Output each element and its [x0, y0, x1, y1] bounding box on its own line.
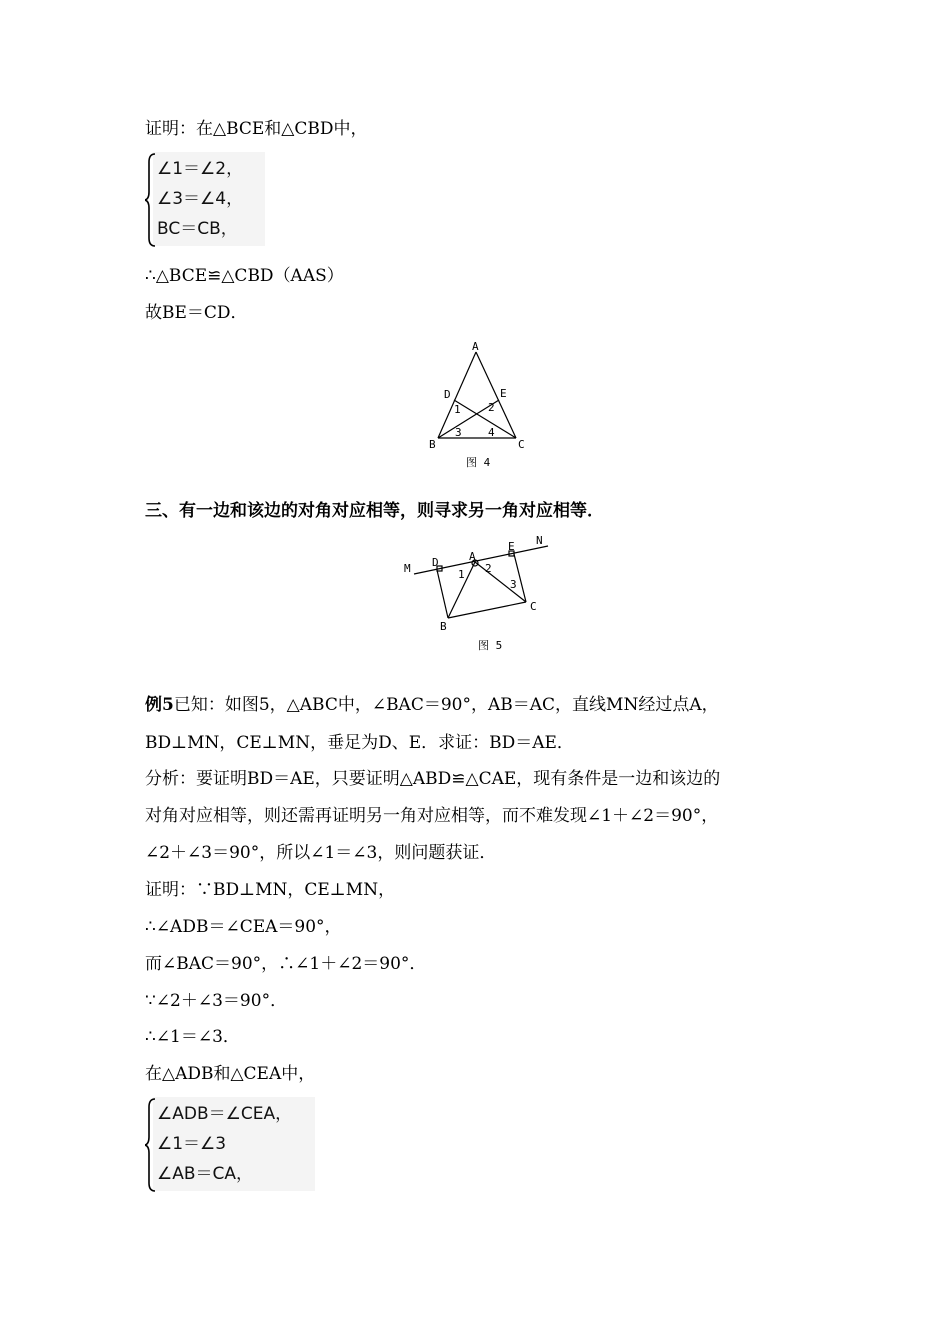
label-angle-1: 1 [458, 568, 465, 581]
label-angle-4: 4 [488, 426, 495, 439]
proof-line-5: ∴∠1＝∠3． [145, 1027, 240, 1047]
label-a: A [469, 550, 476, 563]
therefore-line: ∴△BCE≌△CBD（AAS） [145, 266, 344, 286]
label-angle-3: 3 [510, 578, 517, 591]
label-angle-1: 1 [454, 403, 461, 416]
proof-line-2: ∴∠ADB＝∠CEA＝90°， [145, 917, 342, 937]
proof-line-6: 在△ADB和△CEA中， [145, 1064, 316, 1084]
system-row: ∠1＝∠3 [157, 1134, 227, 1154]
label-b: B [440, 620, 447, 633]
figure-4-caption: 图 4 [466, 456, 491, 469]
figure-4 [420, 340, 540, 475]
label-angle-2: 2 [485, 562, 492, 575]
example-5-line-1 [145, 694, 719, 716]
label-c: C [530, 600, 537, 613]
section-heading: 三、有一边和该边的对角对应相等，则寻求另一角对应相等． [145, 501, 604, 521]
segment-bd [437, 570, 448, 618]
label-a: A [472, 340, 479, 353]
proof-line-3: 而∠BAC＝90°，∴∠1＋∠2＝90°． [145, 954, 427, 974]
proof-line-4: ∵∠2＋∠3＝90°． [145, 991, 288, 1011]
analysis-line-3: ∠2＋∠3＝90°，所以∠1＝∠3，则问题获证． [145, 843, 497, 863]
label-n: N [536, 534, 543, 547]
example-label: 例5 [145, 695, 174, 715]
example-5-line-2: BD⊥MN，CE⊥MN，垂足为D、E．求证：BD＝AE． [145, 733, 574, 753]
system-row: ∠3＝∠4， [157, 189, 244, 209]
left-brace-icon [145, 152, 157, 248]
label-angle-2: 2 [488, 401, 495, 414]
label-b: B [429, 438, 436, 451]
label-d: D [444, 388, 451, 401]
system-row: ∠1＝∠2， [157, 159, 244, 179]
proof-line-1: 证明：∵BD⊥MN，CE⊥MN， [145, 880, 396, 900]
proof-intro: 证明：在△BCE和△CBD中， [145, 119, 368, 139]
system-row: ∠ADB＝∠CEA， [157, 1104, 293, 1124]
figure-5-caption: 图 5 [478, 639, 503, 652]
label-d: D [432, 556, 439, 569]
system-row: ∠AB＝CA， [157, 1164, 254, 1184]
segment-bc [448, 602, 526, 618]
figure-5 [400, 530, 560, 655]
system-row: BC＝CB， [157, 219, 238, 239]
conclusion-line: 故BE＝CD． [145, 303, 248, 323]
segment-ac [475, 562, 526, 602]
analysis-line-1: 分析：要证明BD＝AE，只要证明△ABD≌△CAE，现有条件是一边和该边的 [145, 769, 721, 789]
label-m: M [404, 562, 411, 575]
label-e: E [500, 387, 507, 400]
left-brace-icon [145, 1097, 157, 1193]
label-e: E [508, 540, 515, 553]
analysis-line-2: 对角对应相等，则还需再证明另一角对应相等，而不难发现∠1＋∠2＝90°， [145, 806, 719, 826]
label-angle-3: 3 [455, 426, 462, 439]
label-c: C [518, 438, 525, 451]
example-text: 已知：如图5，△ABC中，∠BAC＝90°，AB＝AC，直线MN经过点A， [173, 695, 719, 715]
